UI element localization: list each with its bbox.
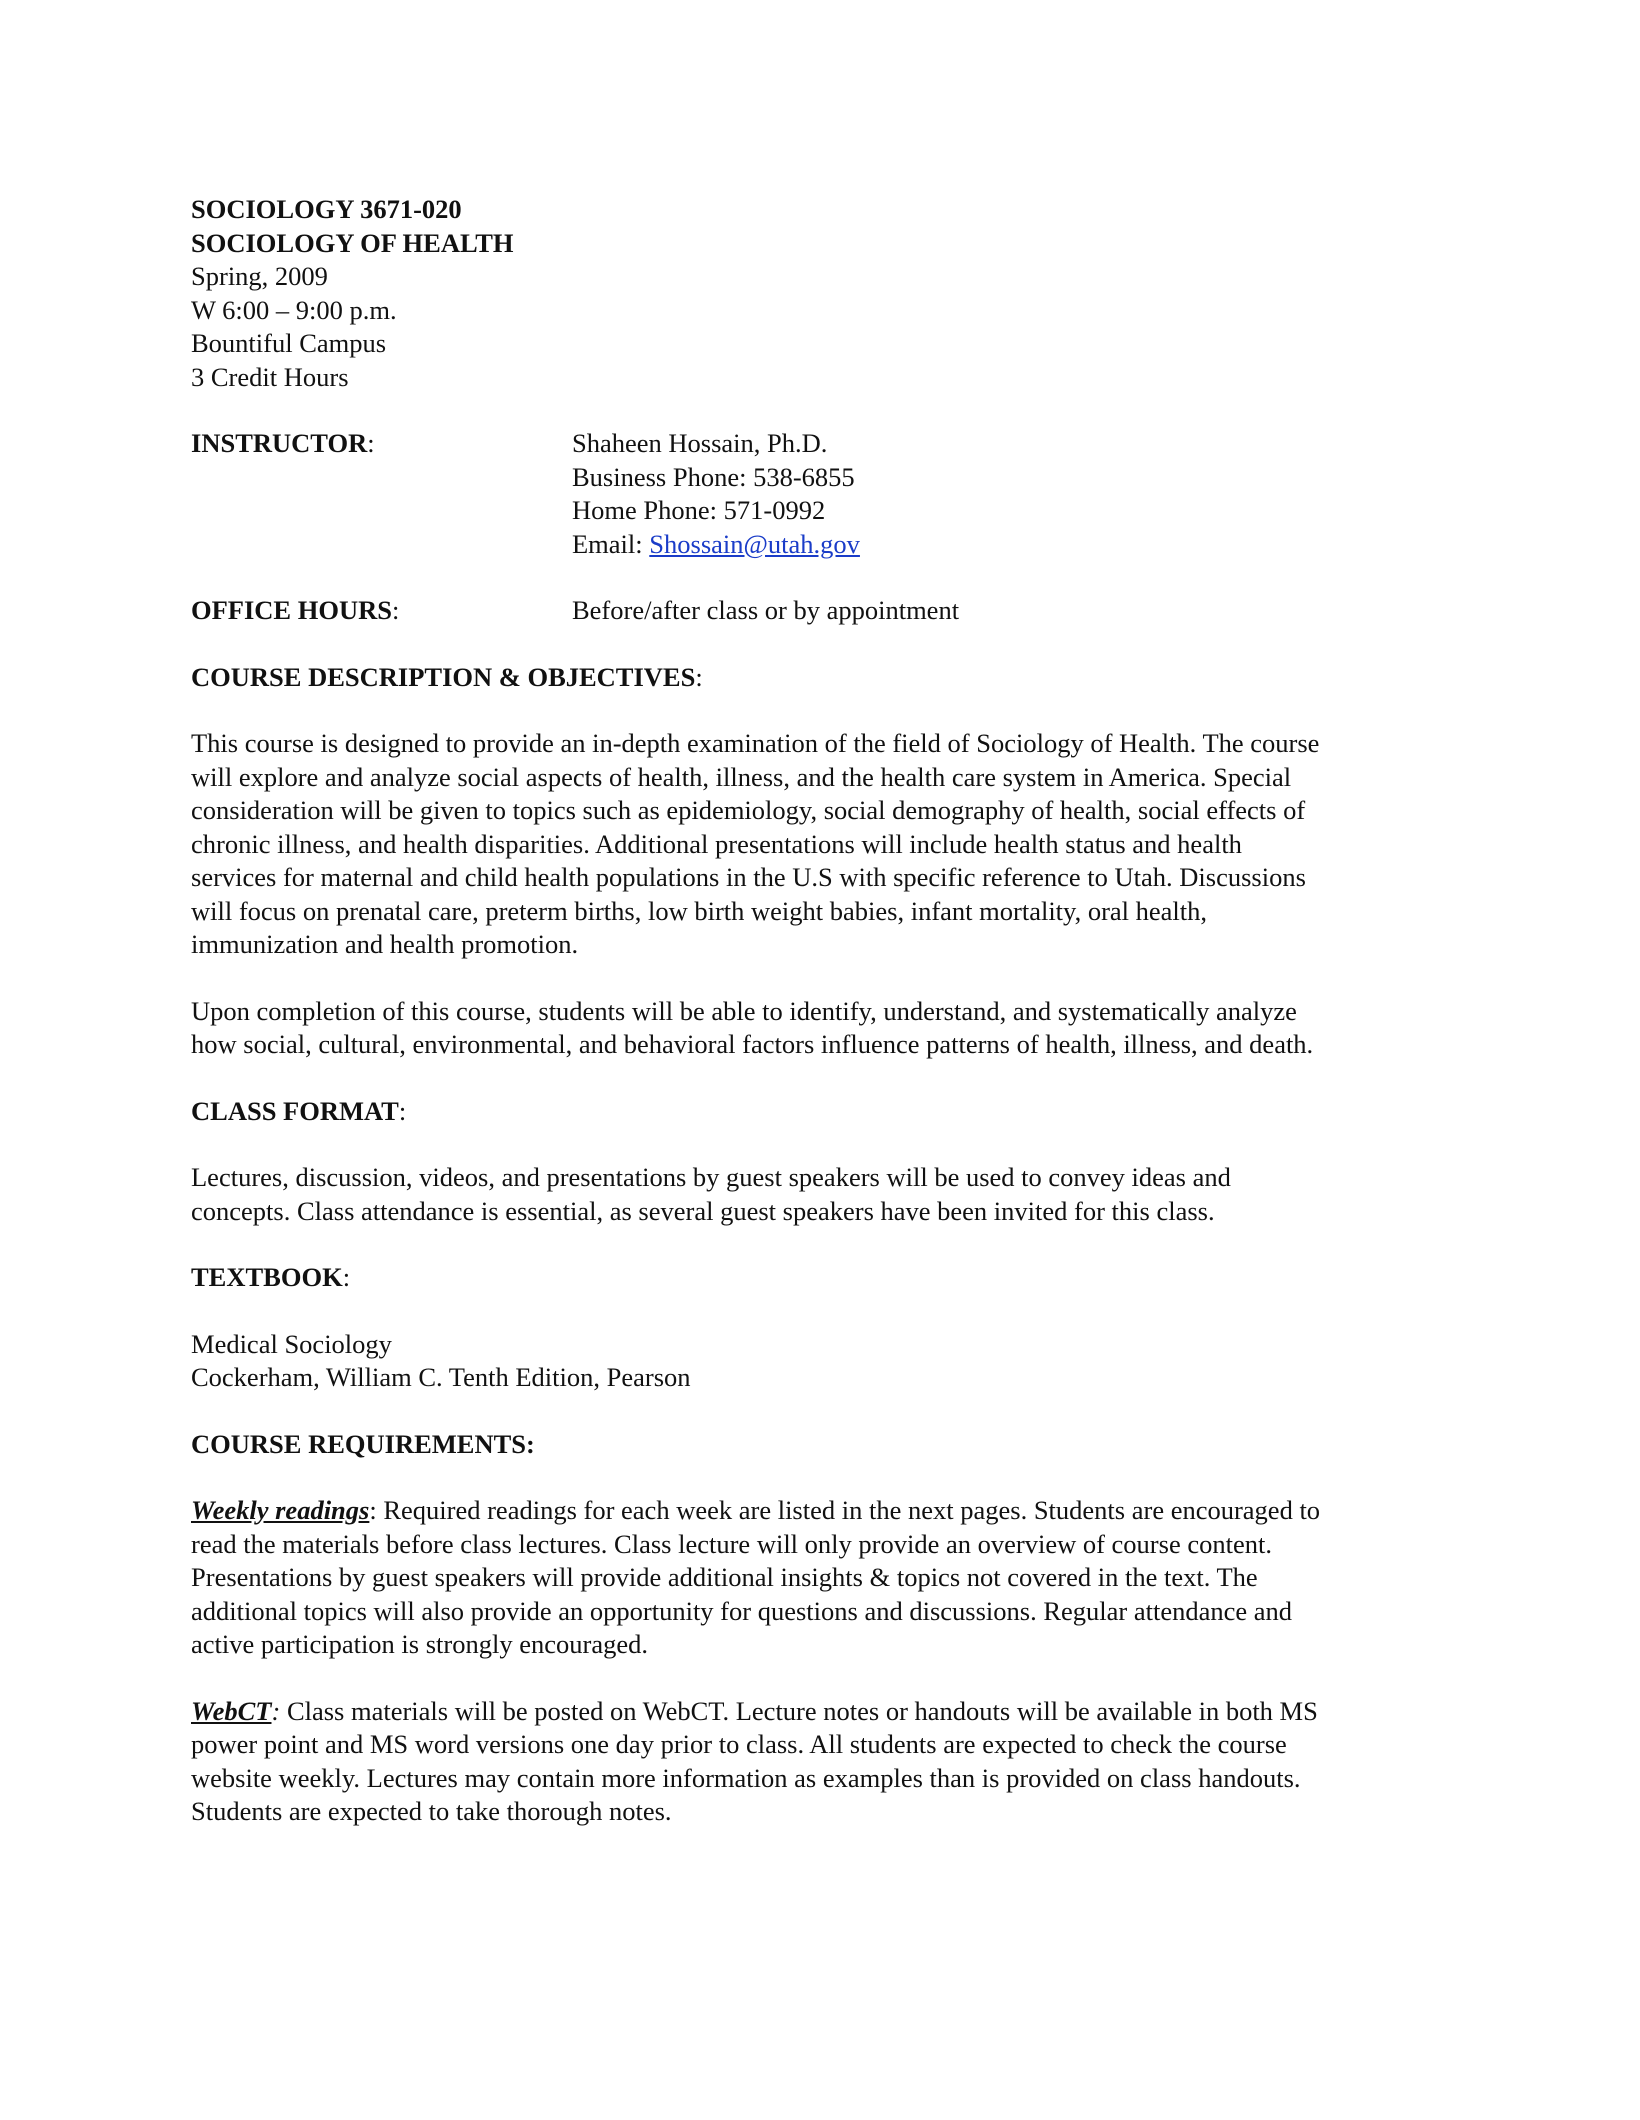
description-section xyxy=(191,661,1461,1062)
webct-first-line xyxy=(191,1695,1461,1729)
weekly-readings-first-text: : Required readings for each week are listed in the next pages. Students are encouraged to xyxy=(369,1495,1321,1525)
description-line: This course is designed to provide an in-depth examination of the field of Sociology of Health. The course xyxy=(191,728,1320,758)
office-hours-section xyxy=(191,594,1461,628)
webct-paragraph xyxy=(191,1695,1461,1829)
textbook-heading-line: TEXTBOOK: xyxy=(191,1262,351,1292)
weekly-readings-line: read the materials before class lectures. Class lecture will only provide an overview of course content. xyxy=(191,1528,1272,1559)
webct-label: WebCT xyxy=(191,1695,272,1726)
instructor-label: INSTRUCTOR xyxy=(191,428,368,458)
instructor-details xyxy=(572,427,1461,561)
description-line: consideration will be given to topics such as epidemiology, social demography of health, social effects of xyxy=(191,795,1306,825)
class-format-heading-line: CLASS FORMAT: xyxy=(191,1095,407,1126)
webct-colon: : xyxy=(271,1695,281,1726)
description-line: services for maternal and child health populations in the U.S with specific reference to Utah. Discussions xyxy=(191,862,1306,892)
requirements-section xyxy=(191,1428,1461,1829)
class-format-paragraph xyxy=(191,1161,1461,1228)
weekly-readings-first-line xyxy=(191,1494,1461,1528)
instructor-business-phone: Business Phone: 538-6855 xyxy=(572,461,855,492)
objectives-line: how social, cultural, environmental, and behavioral factors influence patterns of health, illness, and death. xyxy=(191,1029,1314,1059)
requirements-heading: COURSE REQUIREMENTS: xyxy=(191,1428,535,1459)
textbook-heading: TEXTBOOK xyxy=(191,1262,343,1292)
office-hours-label-wrap: OFFICE HOURS: xyxy=(191,595,400,625)
email-label: Email: xyxy=(572,528,650,559)
webct-line: website weekly. Lectures may contain more information as examples than is provided on class handouts. xyxy=(191,1762,1301,1793)
instructor-section xyxy=(191,427,1461,561)
textbook-section xyxy=(191,1261,1461,1395)
description-paragraph-1 xyxy=(191,727,1461,962)
instructor-email-line xyxy=(572,528,1461,562)
weekly-readings-label: Weekly readings xyxy=(191,1495,370,1525)
syllabus-page xyxy=(191,193,1461,1829)
description-heading-line: COURSE DESCRIPTION & OBJECTIVES: xyxy=(191,661,703,692)
webct-first-text: Class materials will be posted on WebCT. Lecture notes or handouts will be available in both MS xyxy=(280,1695,1318,1726)
class-format-section xyxy=(191,1095,1461,1229)
description-heading: COURSE DESCRIPTION & OBJECTIVES xyxy=(191,661,696,692)
course-schedule: W 6:00 – 9:00 p.m. xyxy=(191,294,397,325)
office-hours-label: OFFICE HOURS xyxy=(191,595,392,625)
webct-line: Students are expected to take thorough notes. xyxy=(191,1796,672,1826)
class-format-line: concepts. Class attendance is essential, as several guest speakers have been invited for this class. xyxy=(191,1195,1215,1226)
objectives-line: Upon completion of this course, students will be able to identify, understand, and systematically analyze xyxy=(191,995,1297,1026)
description-paragraph-2 xyxy=(191,995,1461,1062)
instructor-email-link[interactable]: Shossain@utah.gov xyxy=(649,528,860,559)
instructor-name: Shaheen Hossain, Ph.D. xyxy=(572,428,828,458)
instructor-label-wrap: INSTRUCTOR: xyxy=(191,428,375,458)
description-line: immunization and health promotion. xyxy=(191,929,579,959)
webct-line: power point and MS word versions one day prior to class. All students are expected to check the course xyxy=(191,1729,1287,1759)
textbook-author: Cockerham, William C. Tenth Edition, Pearson xyxy=(191,1362,691,1392)
office-hours-value: Before/after class or by appointment xyxy=(572,595,960,625)
description-line: will focus on prenatal care, preterm births, low birth weight babies, infant mortality, oral health, xyxy=(191,895,1208,926)
textbook-title: Medical Sociology xyxy=(191,1328,392,1359)
course-credits: 3 Credit Hours xyxy=(191,361,349,392)
class-format-heading: CLASS FORMAT xyxy=(191,1095,399,1126)
course-campus: Bountiful Campus xyxy=(191,328,387,358)
course-code: SOCIOLOGY 3671-020 xyxy=(191,194,462,224)
course-header xyxy=(191,193,1461,394)
weekly-readings-line: additional topics will also provide an opportunity for questions and discussions. Regular attendance and xyxy=(191,1595,1293,1626)
course-term: Spring, 2009 xyxy=(191,261,328,291)
description-line: chronic illness, and health disparities. Additional presentations will include health status and health xyxy=(191,828,1242,859)
class-format-line: Lectures, discussion, videos, and presentations by guest speakers will be used to convey ideas and xyxy=(191,1162,1231,1192)
weekly-readings-line: Presentations by guest speakers will provide additional insights & topics not covered in the text. The xyxy=(191,1562,1258,1592)
weekly-readings-paragraph xyxy=(191,1494,1461,1662)
weekly-readings-line: active participation is strongly encouraged. xyxy=(191,1629,648,1659)
description-line: will explore and analyze social aspects of health, illness, and the health care system in America. Special xyxy=(191,761,1292,792)
course-title: SOCIOLOGY OF HEALTH xyxy=(191,227,514,258)
instructor-home-phone: Home Phone: 571-0992 xyxy=(572,495,826,525)
